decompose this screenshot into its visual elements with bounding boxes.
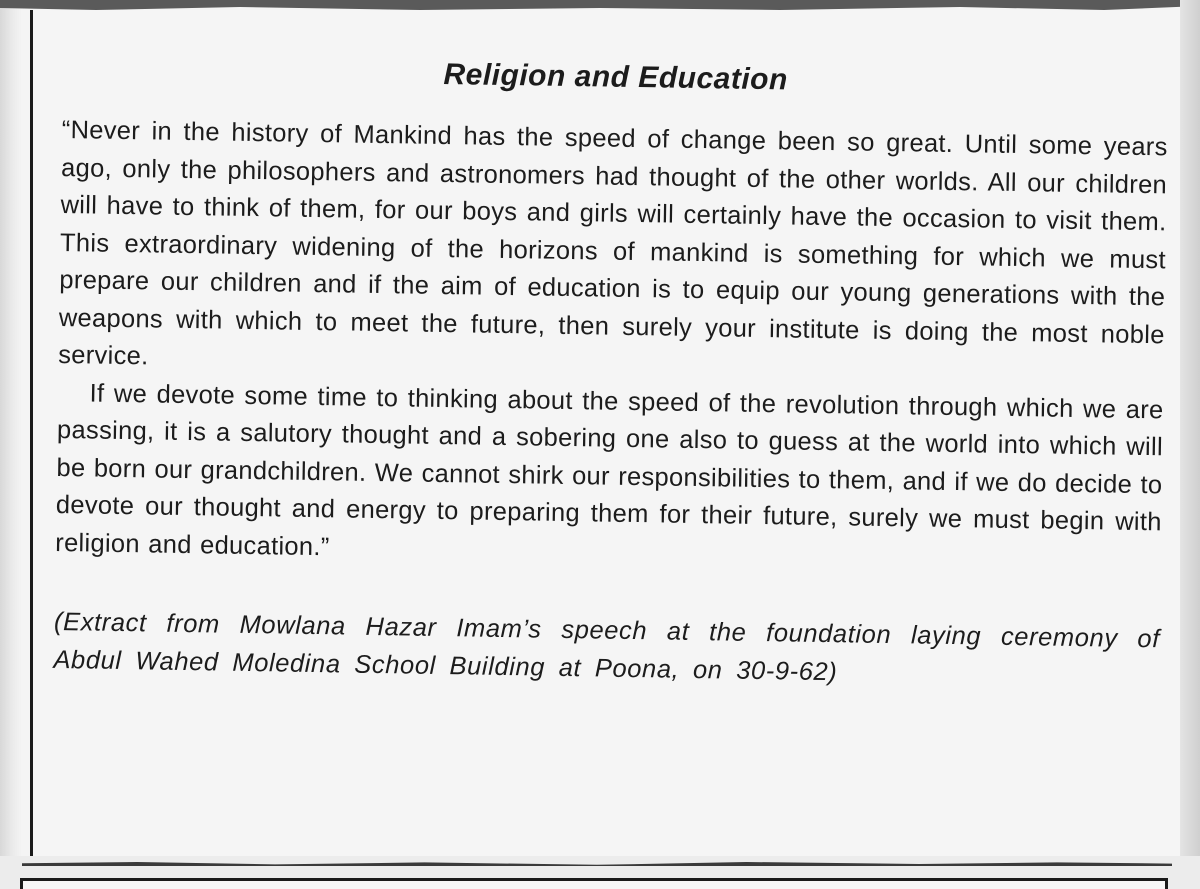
article-content (53, 52, 1169, 722)
speech-citation: (Extract from Mowlana Hazar Imam’s speech at the foundation laying ceremony of Abdul Wahed Moledina School Building at Poona, on 30-9-62) (53, 607, 1161, 686)
paper-left-edge (0, 0, 22, 889)
quote-paragraph-1: “Never in the history of Mankind has the speed of change been so great. Until some years ago, only the philosophers and astronomers had thought of the other worlds. All our children will have to think of them, for our boys and girls will certainly have the occasion to visit them. This extraordinary widening of the horizons of mankind is something for which we must prepare our children and if the aim of education is to equip our young generations with the weapons with which to meet the future, then surely your institute is doing the most noble service. (58, 115, 1168, 371)
article-card (30, 10, 1180, 856)
quote-paragraph-2: If we devote some time to thinking about the speed of the revolution through which we are passing, it is a salutory thought and a sobering one also to guess at the world into which will be born our grandchildren. We cannot shirk our responsibilities to them, and if we do decide to devote our thought and energy to preparing them for their future, surely we must begin with religion and education.” (55, 378, 1164, 561)
paper-right-edge (1180, 0, 1200, 889)
article-title: Religion and Education (443, 57, 789, 97)
next-clipping-edge (0, 856, 1200, 889)
torn-bottom-edge (22, 862, 1172, 866)
torn-top-edge (0, 0, 1200, 10)
next-clipping-border (20, 878, 1168, 889)
